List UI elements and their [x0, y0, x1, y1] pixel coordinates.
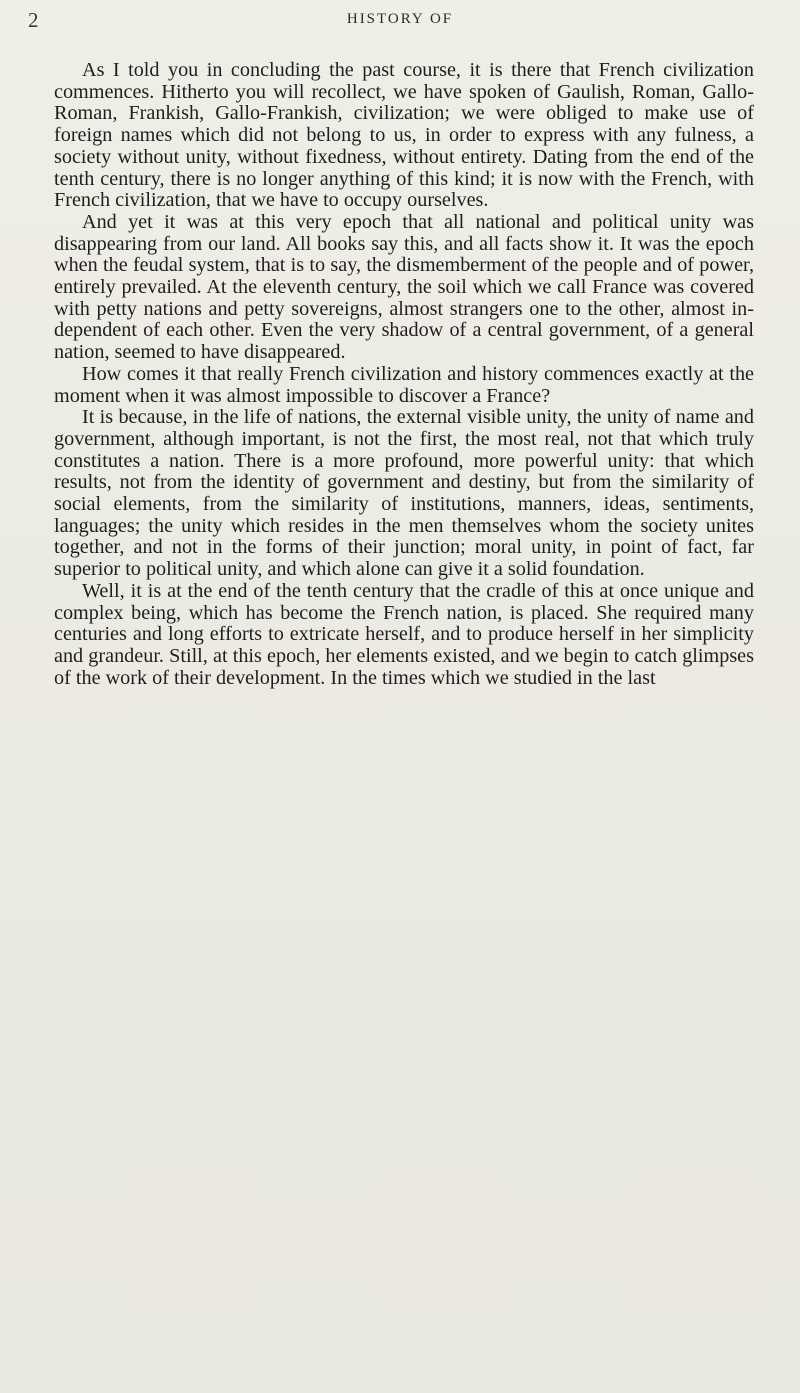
running-head	[0, 8, 800, 36]
body-text	[54, 60, 754, 689]
running-title: HISTORY OF	[346, 11, 454, 27]
paragraph: Well, it is at the end of the tenth century that the cradle of this at once unique and complex being, which has become the French nation, is placed. She required many centuries and long efforts to extricate herself, and to produce herself in her simplicity and grandeur. Still, at this epoch, her elements existed, and we begin to catch glimpses of the work of their development. In the times which we studied in the last	[54, 579, 754, 689]
page-number: 2	[28, 8, 39, 32]
paragraph: It is because, in the life of nations, the external visible unity, the unity of name and government, although important, is not the first, the most real, not that which truly constitutes a nation. There is a more profound, more powerful unity: that which results, not from the identity of government and destiny, but from the similarity of social elements, from the similarity of institutions, manners, ideas, sentiments, languages; the unity which resides in the men themselves whom the society unites together, and not in the forms of their junction; moral unity, in point of fact, far superior to political unity, and which alone can give it a solid foundation.	[54, 406, 754, 581]
paragraph: How comes it that really French civilization and history commences exactly at the moment when it was almost impossible to discover a France?	[54, 362, 754, 407]
paragraph: As I told you in concluding the past course, it is there that French civilization commences. Hitherto you will recollect, we have spoken of Gaulish, Roman, Gallo-Roman, Frankish, Gallo-Frankish, civilization; we were obliged to make use of foreign names which did not belong to us, in order to express with any fulness, a society without unity, without fixedness, without entirety. Dating from the end of the tenth century, there is no longer anything of this kind; it is now with the French, with French civilization, that we have to occupy ourselves.	[54, 59, 754, 212]
paragraph: And yet it was at this very epoch that all national and political unity was disappearing from our land. All books say this, and all facts show it. It was the epoch when the feudal system, that is to say, the dismemberment of the people and of power, entirely prevailed. At the eleventh century, the soil which we call France was covered with petty nations and petty sovereigns, almost strangers one to the other, almost independent of each other. Even the very shadow of a central government, of a general nation, seemed to have disappeared.	[54, 210, 754, 364]
